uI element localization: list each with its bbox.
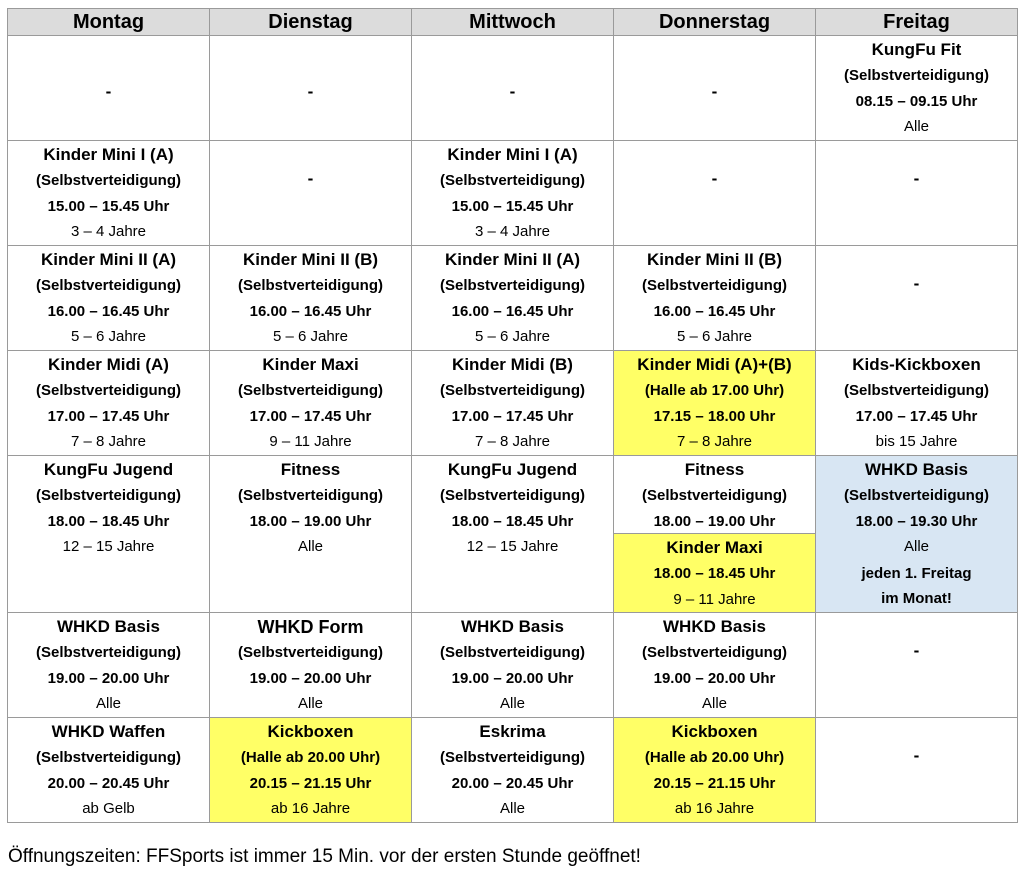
class-time: 20.15 – 21.15 Uhr	[653, 775, 776, 792]
empty-slot: -	[509, 82, 516, 101]
class-title: Kinder Midi (B)	[452, 355, 573, 374]
table-cell-highlight	[210, 718, 412, 823]
table-cell	[412, 456, 614, 613]
class-time: 20.00 – 20.45 Uhr	[47, 775, 170, 792]
class-time: 15.00 – 15.45 Uhr	[451, 198, 574, 215]
class-subtitle: (Selbstverteidigung)	[843, 487, 989, 504]
class-audience: Alle	[297, 538, 323, 555]
class-subtitle: (Selbstverteidigung)	[843, 67, 989, 84]
empty-slot: -	[105, 82, 112, 101]
table-cell	[816, 613, 1018, 718]
class-subtitle: (Selbstverteidigung)	[439, 644, 585, 661]
day-header-freitag: Freitag	[816, 9, 1018, 36]
class-subtitle: (Selbstverteidigung)	[641, 644, 787, 661]
class-title: WHKD Waffen	[51, 722, 166, 741]
table-cell	[816, 36, 1018, 141]
class-audience: 5 – 6 Jahre	[474, 328, 551, 345]
class-time: 16.00 – 16.45 Uhr	[653, 303, 776, 320]
class-audience: Alle	[499, 695, 525, 712]
table-row	[8, 246, 1018, 351]
table-cell	[8, 246, 210, 351]
class-audience: 7 – 8 Jahre	[474, 433, 551, 450]
class-subtitle: (Selbstverteidigung)	[843, 382, 989, 399]
class-subtitle: (Selbstverteidigung)	[439, 749, 585, 766]
empty-slot: -	[711, 82, 718, 101]
class-title: Eskrima	[479, 722, 546, 741]
table-row	[8, 456, 1018, 613]
table-cell	[8, 351, 210, 456]
day-header-montag: Montag	[8, 9, 210, 36]
class-audience: 12 – 15 Jahre	[62, 538, 155, 555]
class-audience: 7 – 8 Jahre	[70, 433, 147, 450]
class-time: 16.00 – 16.45 Uhr	[249, 303, 372, 320]
class-subtitle: (Selbstverteidigung)	[35, 382, 181, 399]
class-subtitle: (Selbstverteidigung)	[237, 644, 383, 661]
empty-slot: -	[307, 82, 314, 101]
table-cell	[614, 36, 816, 141]
table-cell	[412, 351, 614, 456]
table-cell	[412, 36, 614, 141]
class-audience: Alle	[499, 800, 525, 817]
class-subtitle: (Selbstverteidigung)	[35, 277, 181, 294]
schedule-table	[7, 8, 1018, 823]
table-cell	[8, 456, 210, 613]
class-time: 17.15 – 18.00 Uhr	[653, 408, 776, 425]
day-header-donnerstag: Donnerstag	[614, 9, 816, 36]
table-cell	[210, 141, 412, 246]
table-cell-split	[614, 456, 816, 613]
class-audience: 9 – 11 Jahre	[269, 433, 352, 450]
class-audience: ab 16 Jahre	[270, 800, 351, 817]
table-cell	[210, 613, 412, 718]
class-audience: 7 – 8 Jahre	[676, 433, 753, 450]
class-time: 20.15 – 21.15 Uhr	[249, 775, 372, 792]
class-audience: 9 – 11 Jahre	[673, 591, 756, 608]
class-subtitle: (Selbstverteidigung)	[35, 172, 181, 189]
class-audience: 3 – 4 Jahre	[474, 223, 551, 240]
class-time: 15.00 – 15.45 Uhr	[47, 198, 170, 215]
class-audience: 5 – 6 Jahre	[676, 328, 753, 345]
class-audience: ab 16 Jahre	[674, 800, 755, 817]
class-time: 16.00 – 16.45 Uhr	[47, 303, 170, 320]
day-header-mittwoch: Mittwoch	[412, 9, 614, 36]
table-cell-highlight	[614, 718, 816, 823]
class-title: Kickboxen	[671, 722, 758, 741]
class-note: im Monat!	[881, 590, 952, 607]
table-cell	[412, 246, 614, 351]
class-subtitle: (Selbstverteidigung)	[641, 487, 787, 504]
class-title: KungFu Jugend	[43, 460, 174, 479]
class-time: 18.00 – 19.30 Uhr	[855, 513, 978, 530]
class-subtitle: (Halle ab 20.00 Uhr)	[644, 749, 785, 766]
class-title: Kinder Mini I (A)	[43, 145, 174, 164]
class-subtitle: (Selbstverteidigung)	[35, 749, 181, 766]
class-time: 19.00 – 20.00 Uhr	[653, 670, 776, 687]
empty-slot: -	[307, 169, 314, 188]
class-audience: 5 – 6 Jahre	[272, 328, 349, 345]
class-audience: Alle	[903, 118, 929, 135]
class-title: Kinder Mini II (A)	[40, 250, 177, 269]
split-bottom-highlight	[614, 533, 815, 612]
table-row	[8, 141, 1018, 246]
header-row	[8, 9, 1018, 36]
class-title: Kinder Midi (A)+(B)	[637, 355, 792, 374]
class-title: Fitness	[280, 460, 341, 479]
class-subtitle: (Selbstverteidigung)	[439, 172, 585, 189]
empty-slot: -	[913, 746, 920, 765]
class-time: 17.00 – 17.45 Uhr	[855, 408, 978, 425]
table-row	[8, 613, 1018, 718]
class-subtitle: (Selbstverteidigung)	[35, 487, 181, 504]
class-time: 17.00 – 17.45 Uhr	[249, 408, 372, 425]
class-time: 19.00 – 20.00 Uhr	[249, 670, 372, 687]
class-title: Kinder Maxi	[666, 538, 763, 557]
class-subtitle: (Halle ab 17.00 Uhr)	[644, 382, 785, 399]
class-audience: Alle	[95, 695, 121, 712]
class-title: Kinder Midi (A)	[48, 355, 169, 374]
opening-hours-note: Öffnungszeiten: FFSports ist immer 15 Min. vor der ersten Stunde geöffnet!	[8, 846, 641, 867]
class-audience: 12 – 15 Jahre	[466, 538, 559, 555]
split-top	[614, 456, 815, 533]
table-row	[8, 351, 1018, 456]
table-cell	[8, 613, 210, 718]
table-cell	[614, 246, 816, 351]
table-cell-highlight	[614, 351, 816, 456]
class-subtitle: (Selbstverteidigung)	[439, 487, 585, 504]
class-subtitle: (Selbstverteidigung)	[237, 277, 383, 294]
table-cell	[412, 718, 614, 823]
class-title: Fitness	[684, 460, 745, 479]
class-subtitle: (Selbstverteidigung)	[641, 277, 787, 294]
class-subtitle: (Selbstverteidigung)	[439, 382, 585, 399]
class-audience: ab Gelb	[82, 800, 135, 817]
table-cell	[816, 718, 1018, 823]
class-title: Kickboxen	[267, 722, 354, 741]
table-cell	[816, 246, 1018, 351]
table-row	[8, 718, 1018, 823]
empty-slot: -	[913, 169, 920, 188]
class-time: 18.00 – 19.00 Uhr	[249, 513, 372, 530]
class-audience: bis 15 Jahre	[875, 433, 958, 450]
class-title: Kinder Mini II (B)	[646, 250, 783, 269]
class-time: 19.00 – 20.00 Uhr	[451, 670, 574, 687]
table-cell	[412, 141, 614, 246]
table-cell	[614, 141, 816, 246]
class-subtitle: (Selbstverteidigung)	[439, 277, 585, 294]
table-cell	[8, 36, 210, 141]
class-time: 08.15 – 09.15 Uhr	[855, 93, 978, 110]
class-time: 18.00 – 18.45 Uhr	[47, 513, 170, 530]
day-header-dienstag: Dienstag	[210, 9, 412, 36]
table-cell	[412, 613, 614, 718]
class-time: 16.00 – 16.45 Uhr	[451, 303, 574, 320]
empty-slot: -	[913, 274, 920, 293]
class-audience: Alle	[903, 538, 929, 555]
class-subtitle: (Halle ab 20.00 Uhr)	[240, 749, 381, 766]
class-audience: Alle	[701, 695, 727, 712]
empty-slot: -	[913, 641, 920, 660]
table-cell	[614, 613, 816, 718]
class-title: Kinder Maxi	[262, 355, 359, 374]
class-time: 19.00 – 20.00 Uhr	[47, 670, 170, 687]
class-title: Kinder Mini I (A)	[447, 145, 578, 164]
table-cell	[8, 718, 210, 823]
class-time: 20.00 – 20.45 Uhr	[451, 775, 574, 792]
class-subtitle: (Selbstverteidigung)	[35, 644, 181, 661]
class-title: Kids-Kickboxen	[852, 355, 981, 374]
class-audience: 3 – 4 Jahre	[70, 223, 147, 240]
class-time: 17.00 – 17.45 Uhr	[451, 408, 574, 425]
table-cell	[210, 246, 412, 351]
table-cell-info	[816, 456, 1018, 613]
class-title: WHKD Basis	[57, 617, 160, 636]
class-note: jeden 1. Freitag	[861, 565, 972, 582]
table-cell	[210, 456, 412, 613]
class-time: 18.00 – 19.00 Uhr	[653, 513, 776, 530]
class-subtitle: (Selbstverteidigung)	[237, 487, 383, 504]
table-row	[8, 36, 1018, 141]
class-title: Kinder Mini II (B)	[242, 250, 379, 269]
empty-slot: -	[711, 169, 718, 188]
class-subtitle: (Selbstverteidigung)	[237, 382, 383, 399]
table-cell	[210, 351, 412, 456]
class-title: KungFu Jugend	[447, 460, 578, 479]
class-title: WHKD Form	[257, 617, 364, 637]
table-cell	[8, 141, 210, 246]
class-title: WHKD Basis	[865, 460, 968, 479]
table-cell	[210, 36, 412, 141]
class-time: 17.00 – 17.45 Uhr	[47, 408, 170, 425]
class-title: Kinder Mini II (A)	[444, 250, 581, 269]
class-time: 18.00 – 18.45 Uhr	[653, 565, 776, 582]
table-cell	[816, 141, 1018, 246]
class-title: KungFu Fit	[871, 40, 962, 59]
class-title: WHKD Basis	[663, 617, 766, 636]
class-audience: 5 – 6 Jahre	[70, 328, 147, 345]
class-audience: Alle	[297, 695, 323, 712]
class-time: 18.00 – 18.45 Uhr	[451, 513, 574, 530]
class-title: WHKD Basis	[461, 617, 564, 636]
table-cell	[816, 351, 1018, 456]
